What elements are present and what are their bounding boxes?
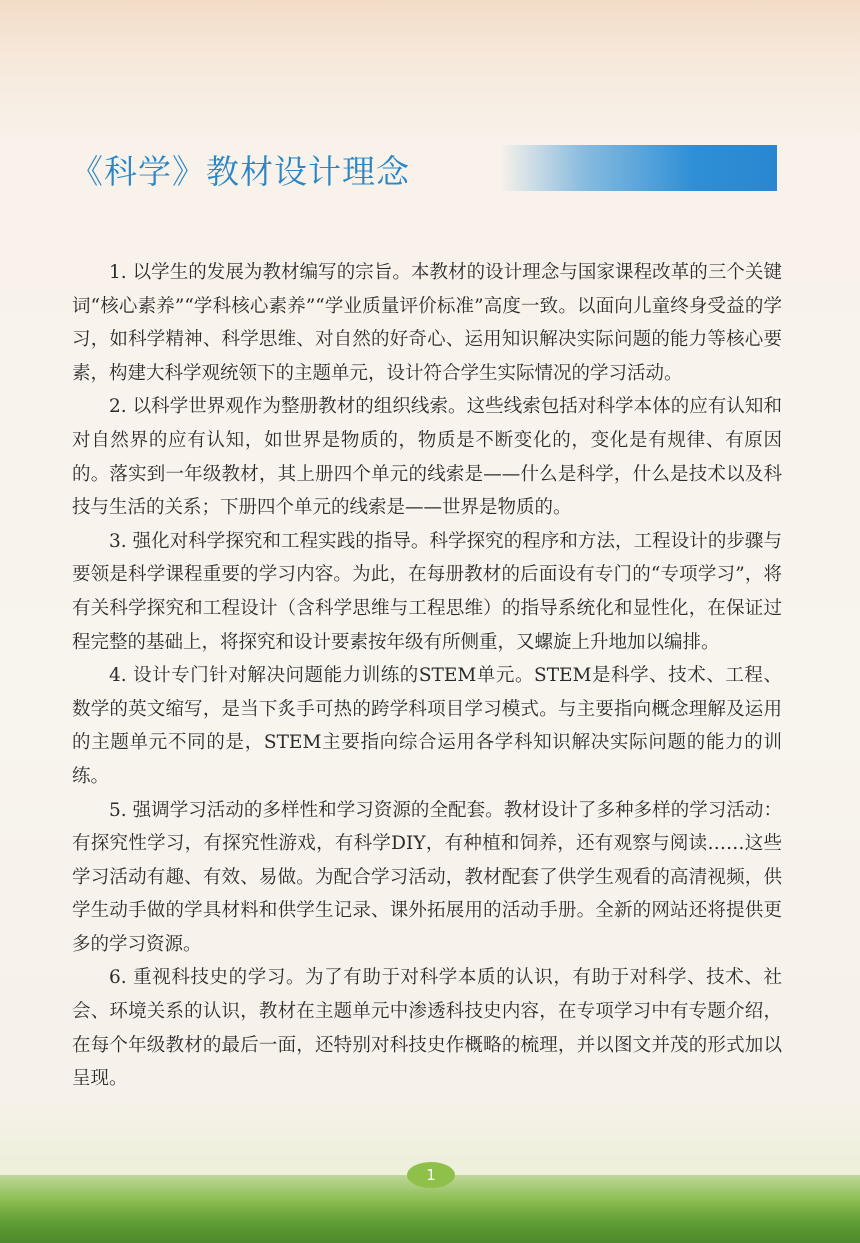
- paragraph-2: 2. 以科学世界观作为整册教材的组织线索。这些线索包括对科学本体的应有认知和对自然界的应有认知，如世界是物质的，物质是不断变化的，变化是有规律、有原因的。落实到一年级教材，其上册四个单元的线索是——什么是科学，什么是技术以及科技与生活的关系；下册四个单元的线索是——世界是物质的。: [72, 396, 782, 519]
- body-text: [72, 256, 782, 1096]
- page-title: 《科学》教材设计理念: [70, 152, 410, 191]
- title-accent-bar: [500, 145, 777, 191]
- paragraph-5: 5. 强调学习活动的多样性和学习资源的全配套。教材设计了多种多样的学习活动：有探究性学习，有探究性游戏，有科学DIY，有种植和饲养，还有观察与阅读……这些学习活动有趣、有效、易做。为配合学习活动，教材配套了供学生观看的高清视频，供学生动手做的学具材料和供学生记录、课外拓展用的活动手册。全新的网站还将提供更多的学习资源。: [72, 799, 782, 955]
- paragraph-4: 4. 设计专门针对解决问题能力训练的STEM单元。STEM是科学、技术、工程、数学的英文缩写，是当下炙手可热的跨学科项目学习模式。与主要指向概念理解及运用的主题单元不同的是，STEM主要指向综合运用各学科知识解决实际问题的能力的训练。: [72, 665, 782, 787]
- paragraph-3: 3. 强化对科学探究和工程实践的指导。科学探究的程序和方法，工程设计的步骤与要领是科学课程重要的学习内容。为此，在每册教材的后面设有专门的“专项学习”，将有关科学探究和工程设计（含科学思维与工程思维）的指导系统化和显性化，在保证过程完整的基础上，将探究和设计要素按年级有所侧重，又螺旋上升地加以编排。: [72, 530, 782, 653]
- page-number-badge: 1: [407, 1162, 455, 1188]
- paragraph-1: 1. 以学生的发展为教材编写的宗旨。本教材的设计理念与国家课程改革的三个关键词“核心素养”“学科核心素养”“学业质量评价标准”高度一致。以面向儿童终身受益的学习，如科学精神、科学思维、对自然的好奇心、运用知识解决实际问题的能力等核心要素，构建大科学观统领下的主题单元，设计符合学生实际情况的学习活动。: [72, 262, 782, 384]
- paragraph-6: 6. 重视科技史的学习。为了有助于对科学本质的认识，有助于对科学、技术、社会、环境关系的认识，教材在主题单元中渗透科技史内容，在专项学习中有专题介绍，在每个年级教材的最后一面，还特别对科技史作概略的梳理，并以图文并茂的形式加以呈现。: [72, 967, 782, 1090]
